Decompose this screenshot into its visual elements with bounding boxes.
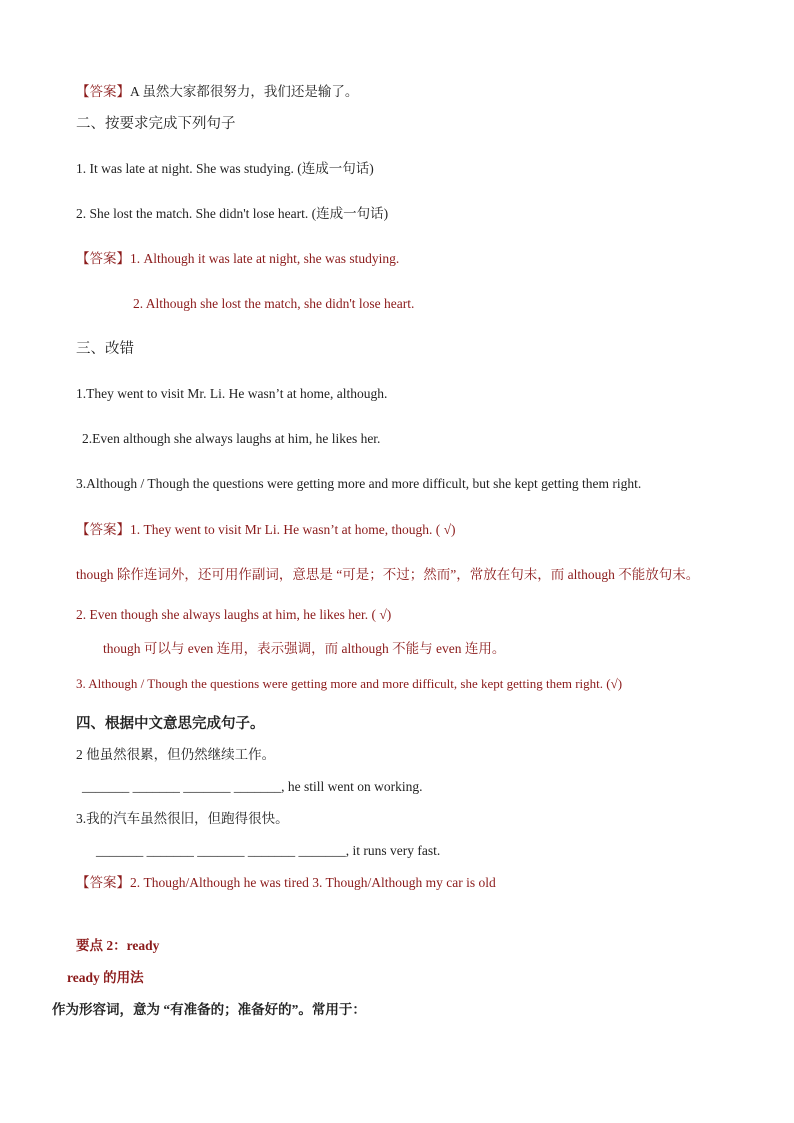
ready-usage-heading: ready 的用法 bbox=[67, 970, 144, 985]
question-2-1: 1. It was late at night. She was studying. (连成一句话) bbox=[76, 161, 374, 176]
answer-3-1 bbox=[76, 521, 455, 539]
answer-tag: 【答案】 bbox=[76, 84, 130, 99]
answer-3-2: 2. Even though she always laughs at him, he likes her. ( √) bbox=[76, 607, 392, 622]
section-4-heading: 四、根据中文意思完成句子。 bbox=[76, 716, 265, 732]
answer-text: 1. They went to visit Mr Li. He wasn’t at home, though. ( √) bbox=[130, 522, 456, 537]
answer-3-2-note: though 可以与 even 连用，表示强调，而 although 不能与 even 连用。 bbox=[103, 641, 506, 656]
answer-2-1 bbox=[76, 250, 399, 268]
answer-text: A 虽然大家都很努力，我们还是输了。 bbox=[130, 84, 359, 99]
answer-tag: 【答案】 bbox=[76, 251, 130, 266]
answer-3-3: 3. Although / Though the questions were getting more and more difficult, she kept getting them right. (√) bbox=[76, 676, 623, 691]
answer-line-1 bbox=[76, 83, 358, 101]
question-4-3: 3.我的汽车虽然很旧，但跑得很快。 bbox=[76, 811, 289, 826]
question-2-2: 2. She lost the match. She didn't lose heart. (连成一句话) bbox=[76, 206, 389, 221]
section-3-heading: 三、改错 bbox=[76, 341, 134, 357]
answer-text: 2. Though/Although he was tired 3. Though/Although my car is old bbox=[130, 875, 496, 890]
key-point-2: 要点 2：ready bbox=[76, 938, 160, 953]
question-3-2: 2.Even although she always laughs at him, he likes her. bbox=[82, 431, 381, 446]
section-2-heading: 二、按要求完成下列句子 bbox=[76, 116, 236, 132]
answer-3-1-note: though 除作连词外，还可用作副词，意思是 “可是；不过；然而”，常放在句末，而 although 不能放句末。 bbox=[76, 567, 700, 582]
question-4-2-blanks: _______ _______ _______ _______, he still went on working. bbox=[82, 779, 423, 794]
question-3-1: 1.They went to visit Mr. Li. He wasn’t at home, although. bbox=[76, 386, 388, 401]
answer-text: 1. Although it was late at night, she was studying. bbox=[130, 251, 400, 266]
answer-tag: 【答案】 bbox=[76, 522, 130, 537]
question-4-2: 2 他虽然很累，但仍然继续工作。 bbox=[76, 747, 276, 762]
adjective-definition: 作为形容词，意为 “有准备的；准备好的”。常用于： bbox=[52, 1002, 366, 1017]
answer-tag: 【答案】 bbox=[76, 875, 130, 890]
question-3-3: 3.Although / Though the questions were getting more and more difficult, but she kept getting them right. bbox=[76, 476, 642, 491]
answer-2-2: 2. Although she lost the match, she didn't lose heart. bbox=[133, 296, 415, 311]
question-4-3-blanks: _______ _______ _______ _______ _______, it runs very fast. bbox=[96, 843, 441, 858]
answer-4 bbox=[76, 874, 496, 892]
